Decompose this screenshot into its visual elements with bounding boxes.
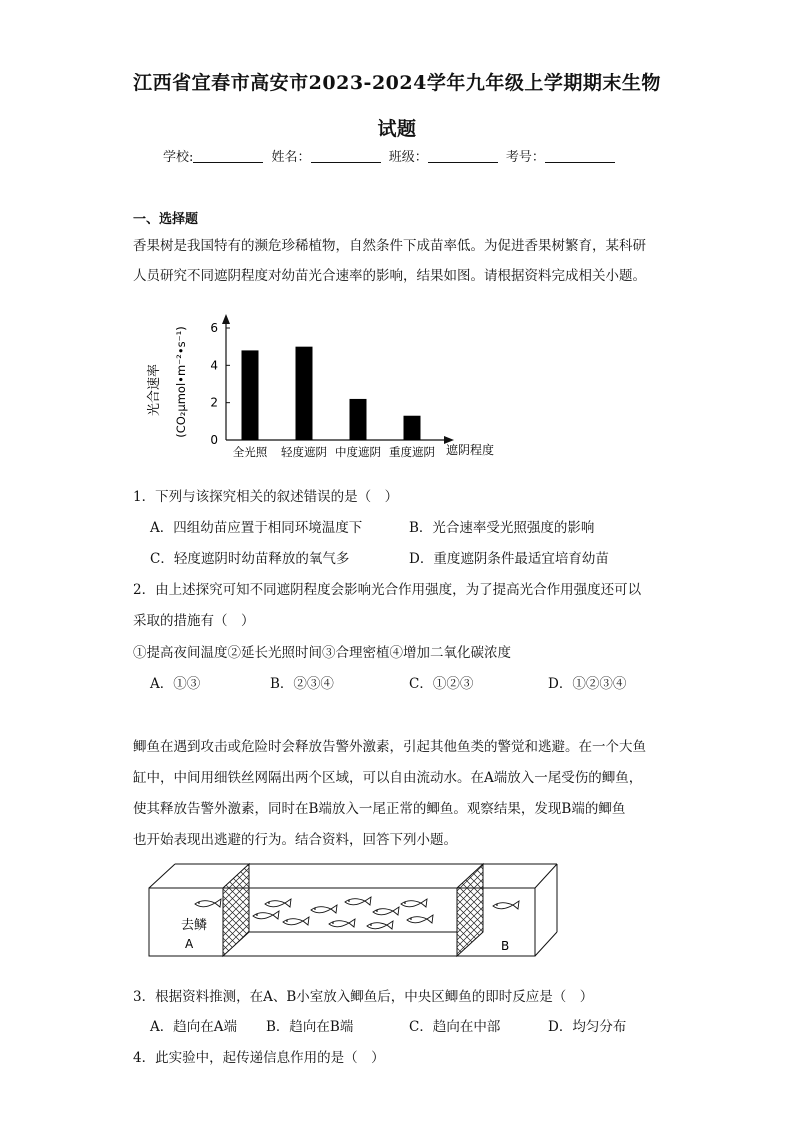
exam-no-blank: [545, 150, 615, 163]
q4-stem: 4．此实验中，起传递信息作用的是（ ）: [133, 1050, 385, 1066]
q2-option-c: C．①②③: [409, 676, 474, 692]
passage1-line2: 人员研究不同遮阴程度对幼苗光合速率的影响，结果如图。请根据资料完成相关小题。: [133, 268, 646, 284]
q1-option-a: A．四组幼苗应置于相同环境温度下: [150, 520, 363, 536]
fish-icon: [407, 915, 433, 923]
document-title-line1: 江西省宜春市高安市2023-2024学年九年级上学期期末生物: [133, 72, 661, 94]
bar-0: [242, 350, 259, 440]
x-category-label: 中度遮阴: [335, 445, 381, 459]
name-blank: [311, 150, 381, 163]
q2-option-b: B．②③④: [270, 676, 334, 692]
q2-option-a: A．①③: [150, 676, 201, 692]
x-category-label: 重度遮阴: [389, 445, 435, 459]
passage2-line1: 鲫鱼在遇到攻击或危险时会释放告警外激素，引起其他鱼类的警觉和逃避。在一个大鱼: [133, 739, 646, 755]
q1-option-d: D．重度遮阴条件最适宜培育幼苗: [409, 551, 609, 567]
injured-fish-label: 去鳞: [181, 918, 208, 933]
student-info-row: [163, 146, 619, 165]
passage2-line3: 使其释放告警外激素，同时在B端放入一尾正常的鲫鱼。观察结果，发现B端的鲫鱼: [133, 801, 626, 817]
fish-icon: [401, 899, 427, 907]
x-category-label: 全光照: [232, 445, 268, 459]
tank-edge: [149, 864, 175, 888]
photosynthesis-bar-chart: [140, 310, 520, 468]
fish-icon: [253, 911, 279, 919]
q1-option-c: C．轻度遮阴时幼苗释放的氧气多: [150, 551, 350, 567]
right-mesh-partition: [457, 864, 483, 956]
class-blank: [428, 150, 498, 163]
x-axis-title: 遮阴程度: [446, 443, 495, 457]
y-tick-label: 0: [210, 433, 218, 447]
y-tick-label: 6: [210, 321, 218, 335]
q1-option-b: B．光合速率受光照强度的影响: [409, 520, 595, 536]
y-axis-unit: (CO₂μmol•m⁻²•s⁻¹): [174, 326, 188, 438]
y-axis-title: 光合速率: [147, 363, 162, 417]
fish-icon: [345, 897, 371, 905]
x-category-label: 轻度遮阴: [281, 445, 327, 459]
class-label: 班级：: [388, 150, 428, 165]
bar-1: [296, 347, 313, 440]
tank-edge: [535, 932, 557, 956]
passage2-line4: 也开始表现出逃避的行为。结合资料，回答下列小题。: [133, 832, 457, 848]
q3-stem: 3．根据资料推测，在A、B小室放入鲫鱼后，中央区鲫鱼的即时反应是（ ）: [133, 989, 594, 1005]
q3-option-d: D．均匀分布: [548, 1019, 627, 1035]
name-label: 姓名：: [271, 150, 311, 165]
q3-option-b: B．趋向在B端: [266, 1019, 354, 1035]
fish-icon: [283, 917, 309, 925]
q2-stem-line1: 2．由上述探究可知不同遮阴程度会影响光合作用强度，为了提高光合作用强度还可以: [133, 582, 642, 598]
chamber-a-label: A: [185, 937, 194, 951]
section-heading: 一、选择题: [133, 212, 199, 227]
fish-icon: [329, 919, 355, 927]
q2-measures: ①提高夜间温度②延长光照时间③合理密植④增加二氧化碳浓度: [133, 645, 511, 661]
passage1-line1: 香果树是我国特有的濒危珍稀植物，自然条件下成苗率低。为促进香果树繁育，某科研: [133, 238, 646, 254]
q3-option-a: A．趋向在A端: [150, 1019, 237, 1035]
q2-option-d: D．①②③④: [548, 676, 627, 692]
school-blank: [193, 150, 263, 163]
bar-2: [350, 399, 367, 440]
fish-tank-diagram: [145, 860, 565, 960]
fish-icon: [311, 905, 337, 913]
school-label: 学校:: [163, 150, 194, 165]
chamber-b-label: B: [501, 939, 510, 953]
y-axis-arrow: [222, 314, 230, 324]
fish-icon: [195, 899, 221, 907]
q1-stem: 1．下列与该探究相关的叙述错误的是（ ）: [133, 489, 399, 505]
exam-no-label: 考号：: [505, 150, 545, 165]
y-tick-label: 2: [210, 395, 218, 410]
passage2-line2: 缸中，中间用细铁丝网隔出两个区域，可以自由流动水。在A端放入一尾受伤的鲫鱼，: [133, 770, 643, 786]
q2-stem-line2: 采取的措施有（ ）: [133, 613, 255, 629]
document-title-line2: 试题: [377, 118, 417, 140]
fish-icon: [373, 907, 399, 915]
fish-icon: [367, 921, 393, 929]
left-mesh-partition: [223, 864, 249, 956]
y-tick-label: 4: [210, 358, 218, 373]
tank-edge: [535, 864, 557, 888]
fish-icon: [493, 901, 519, 909]
bar-3: [404, 416, 421, 440]
fish-icon: [265, 899, 291, 907]
q3-option-c: C．趋向在中部: [409, 1019, 501, 1035]
